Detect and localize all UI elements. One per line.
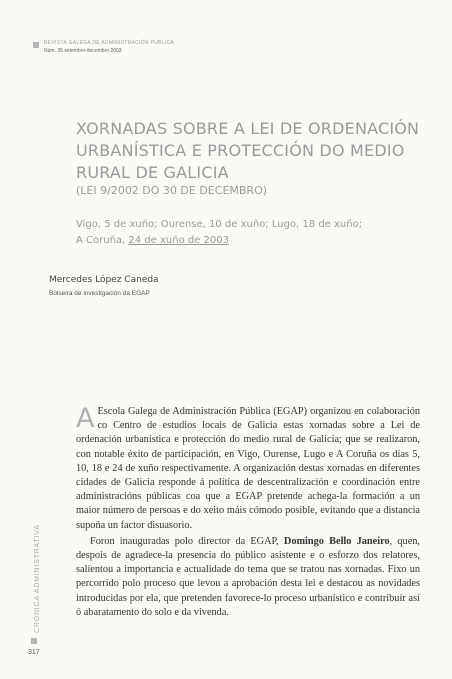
- author-affiliation: Bolseira de investigación da EGAP: [49, 290, 150, 297]
- article-subtitle: (LEI 9/2002 DO 30 DE DECEMBRO): [76, 184, 268, 197]
- header-square-marker: [33, 42, 39, 48]
- journal-name: REVISTA GALEGA DE ADMINISTRACIÓN PÚBLICA: [44, 40, 174, 46]
- section-square-marker: [31, 638, 37, 644]
- place-line-1: Vigo, 5 de xuño; Ourense, 10 de xuño; Lugo, 18 de xuño;: [76, 219, 363, 230]
- paragraph-2-text-c: , quen, despois de agradece-la presencia do público asistente e o esforzo dos relatores, salientou a importancia e actualidade do tema que se tratou nas xornadas. Fixo un percorrido polo proceso que levou a aprobación desta lei e destacou as novidades introducidas por ela, que pretenden favorece-lo proceso urbanístico e contribuír así ó abaratamento do solo e da vivenda.: [76, 535, 420, 618]
- paragraph-1-text: Escola Galega de Administración Pública (EGAP) organizou en colaboración co Centro de estudios locais de Galicia estas xornadas sobre a Lei de ordenación urbanística e protección do medio rural de Galicia; que se realizaron, con notable éxito de participación, en Vigo, Ourense, Lugo e A Coruña os días 5, 10, 18 e 24 de xuño respectivamente. A organización destas xornadas en diferentes cidades de Galicia responde á política de descentralización e coordinación entre administracións públicas coa que a EGAP pretende achega-la formación a un maior número de persoas e do xeito máis cómodo posible, evitando que a distancia supoña un factor disuasorio.: [76, 406, 420, 531]
- section-label: CRÓNICA ADMINISTRATIVA: [34, 524, 41, 633]
- paragraph-1: [76, 405, 420, 533]
- page-number: 317: [28, 649, 40, 656]
- place-and-dates: [76, 217, 362, 249]
- title-line-3: RURAL DE GALICIA: [76, 163, 229, 182]
- director-name: Domingo Bello Janeiro: [283, 535, 390, 547]
- paragraph-2-text-a: Foron inauguradas polo director da EGAP,: [90, 535, 284, 547]
- article-body: [76, 405, 420, 622]
- title-line-2: URBANÍSTICA E PROTECCIÓN DO MEDIO: [76, 141, 405, 160]
- place-line-2-prefix: A Coruña,: [76, 235, 129, 246]
- issue-info: Núm. 35 setembro-decembro 2003: [44, 48, 122, 54]
- paragraph-2: [76, 535, 420, 620]
- place-line-2-date: 24 de xuño de 2003: [128, 235, 230, 246]
- article-title: [76, 118, 426, 184]
- drop-cap: A: [76, 403, 95, 434]
- author-name: Mercedes López Caneda: [49, 275, 159, 285]
- title-line-1: XORNADAS SOBRE A LEI DE ORDENACIÓN: [76, 119, 420, 138]
- place-line-2: [76, 233, 362, 249]
